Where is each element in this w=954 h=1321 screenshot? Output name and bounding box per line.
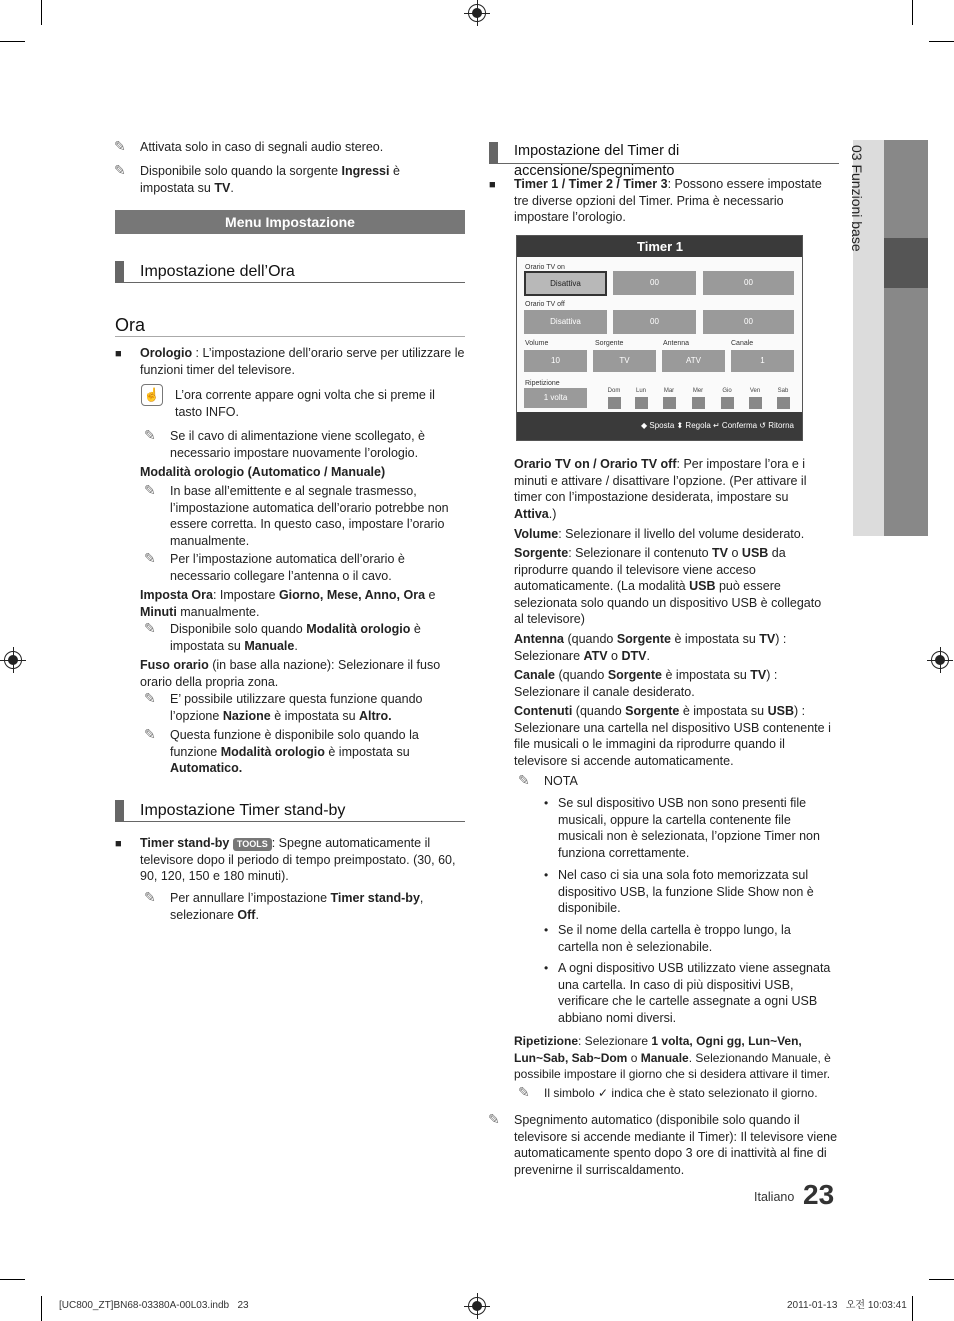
note: ✎ Se il cavo di alimentazione viene scollegato, è necessario impostare nuovamente l’orologio. xyxy=(144,427,426,460)
registration-mark-icon xyxy=(468,4,486,22)
timer-on-minute[interactable]: 00 xyxy=(703,271,794,295)
day-label: Ven xyxy=(749,388,761,394)
note: ✎ NOTA xyxy=(518,772,578,788)
day-label: Mar xyxy=(663,388,675,394)
registration-mark-icon xyxy=(931,651,949,669)
menu-banner: Menu Impostazione xyxy=(115,210,465,234)
paragraph: Imposta Ora: Impostare Giorno, Mese, Anno, Ora e Minuti manualmente. xyxy=(140,588,436,619)
note-icon: ✎ xyxy=(144,726,156,742)
chapter-tab-block xyxy=(884,238,928,288)
crop-mark xyxy=(912,0,913,25)
dialog-footer-hints: ◆ Sposta ⬍ Regola ↵ Conferma ↺ Ritorna xyxy=(517,412,802,440)
paragraph: Timer stand-by TOOLS : Spegne automaticamente il televisore dopo il periodo di tempo preimpostato. (30, 60, 90, 120, 150 e 180 minuti). xyxy=(140,836,456,883)
note: ✎ Attivata solo in caso di segnali audio stereo. xyxy=(114,138,384,154)
day-label: Mer xyxy=(692,388,704,394)
crop-mark xyxy=(929,1279,954,1280)
list-item: • Se il nome della cartella è troppo lungo, la cartella non è selezionabile. xyxy=(544,923,791,954)
field-label: Orario TV off xyxy=(525,301,565,308)
square-bullet-icon: ■ xyxy=(115,838,122,850)
note-icon: ✎ xyxy=(144,550,156,566)
paragraph: Sorgente: Selezionare il contenuto TV o USB da riprodurre quando il televisore viene acceso automaticamente. (La modalità USB può essere selezionata solo quando un dispositivo USB è collegato al televisore) xyxy=(514,546,822,626)
day-checkbox[interactable] xyxy=(608,397,621,409)
tools-button-icon: TOOLS xyxy=(233,838,272,851)
note: ✎ E’ possibile utilizzare questa funzione quando l’opzione Nazione è impostata su Altro. xyxy=(144,690,423,723)
note: ✎ Per annullare l’impostazione Timer stand-by, selezionare Off. xyxy=(144,889,424,922)
source-field[interactable]: TV xyxy=(593,350,656,372)
square-bullet-icon: ■ xyxy=(115,348,122,360)
field-label: Orario TV on xyxy=(525,264,565,271)
registration-mark-icon xyxy=(468,1297,486,1315)
language-label: Italiano xyxy=(754,1190,795,1204)
subheading: Modalità orologio (Automatico / Manuale) xyxy=(140,465,386,479)
file-info: [UC800_ZT]BN68-03380A-00L03.indb 23 xyxy=(59,1300,249,1311)
crop-mark xyxy=(41,1296,42,1321)
day-checkbox[interactable] xyxy=(635,397,648,409)
note: ✎ Spegnimento automatico (disponibile solo quando il televisore si accende mediante il Timer): Il televisore viene automaticamente spento dopo 3 ore di inattività al fine di prevenirne il surriscaldamento. xyxy=(488,1111,838,1177)
paragraph: Timer 1 / Timer 2 / Timer 3: Possono essere impostate tre diverse opzioni del Timer. Prima è necessario impostare l’orologio. xyxy=(514,177,822,224)
note-icon: ✎ xyxy=(144,889,156,905)
note: ✎ Il simbolo ✓ indica che è stato selezionato il giorno. xyxy=(518,1084,818,1100)
dialog-title: Timer 1 xyxy=(517,236,802,257)
chapter-tab-block xyxy=(884,288,928,536)
chapter-tab-block xyxy=(884,140,928,238)
list-item: • Nel caso ci sia una sola foto memorizzata sul dispositivo USB, la funzione Slide Show non è disponibile. xyxy=(544,868,814,915)
paragraph: Volume: Selezionare il livello del volume desiderato. xyxy=(514,527,805,541)
repeat-field[interactable]: 1 volta xyxy=(524,388,587,408)
check-icon: ✓ xyxy=(598,1086,609,1100)
paragraph: Canale (quando Sorgente è impostata su TV) : Selezionare il canale desiderato. xyxy=(514,668,778,699)
note-icon: ✎ xyxy=(488,1111,500,1127)
section-heading: Impostazione Timer stand-by xyxy=(115,798,465,822)
day-checkbox[interactable] xyxy=(749,397,762,409)
day-checkbox[interactable] xyxy=(663,397,676,409)
field-label: Ripetizione xyxy=(525,380,560,387)
chapter-tab-label: 03 Funzioni base xyxy=(849,145,865,252)
note-icon: ✎ xyxy=(144,427,156,443)
field-label: Antenna xyxy=(663,340,690,347)
day-checkbox[interactable] xyxy=(721,397,734,409)
note-icon: ✎ xyxy=(114,138,126,154)
print-timestamp: 2011-01-13 오전 10:03:41 xyxy=(787,1300,907,1311)
note: ✎ Disponibile solo quando la sorgente Ingressi è impostata su TV. xyxy=(114,162,400,195)
paragraph: Antenna (quando Sorgente è impostata su TV) : Selezionare ATV o DTV. xyxy=(514,632,787,663)
note: ✎ Questa funzione è disponibile solo quando la funzione Modalità orologio è impostata su Automatico. xyxy=(144,726,419,775)
paragraph: Orologio : L’impostazione dell’orario serve per utilizzare le funzioni timer del televisore. xyxy=(140,346,465,377)
field-label: Canale xyxy=(731,340,754,347)
crop-mark xyxy=(0,1279,25,1280)
channel-field[interactable]: 1 xyxy=(731,350,794,372)
crop-mark xyxy=(929,41,954,42)
subheading-ora: Ora xyxy=(115,313,465,337)
crop-mark xyxy=(912,1296,913,1321)
note-icon: ✎ xyxy=(114,162,126,178)
square-bullet-icon: ■ xyxy=(489,179,496,191)
paragraph: Ripetizione: Selezionare 1 volta, Ogni gg, Lun~Ven, Lun~Sab, Sab~Dom o Manuale. Selezionando Manuale, è possibile impostare il giorno che si desidera attivare il timer. xyxy=(514,1034,831,1081)
note-icon: ✎ xyxy=(144,690,156,706)
list-item: • A ogni dispositivo USB utilizzato viene assegnata una cartella. In caso di più dispositivi USB, verificare che le cartelle assegnate a ogni USB abbiano nomi diversi. xyxy=(544,961,831,1025)
paragraph: Fuso orario (in base alla nazione): Selezionare il fuso orario della propria zona. xyxy=(140,658,441,689)
timer-off-hour[interactable]: 00 xyxy=(613,310,696,334)
timer-on-select[interactable]: Disattiva xyxy=(524,271,607,296)
crop-mark xyxy=(0,41,25,42)
note: ✎ Disponibile solo quando Modalità orologio è impostata su Manuale. xyxy=(144,620,421,653)
day-checkbox[interactable] xyxy=(692,397,705,409)
antenna-field[interactable]: ATV xyxy=(662,350,725,372)
hand-icon: ☝ xyxy=(141,384,163,406)
field-label: Sorgente xyxy=(595,340,624,347)
paragraph: Contenuti (quando Sorgente è impostata su USB) : Selezionare una cartella nel dispositivo USB contenente i file musicali o le immagini da riprodurre quando il televisore si accende automaticamente. xyxy=(514,704,831,768)
timer-on-hour[interactable]: 00 xyxy=(613,271,696,295)
section-heading: Impostazione del Timer di accensione/spegnimento xyxy=(489,140,839,164)
note-icon: ✎ xyxy=(518,772,530,788)
note: ✎ Per l’impostazione automatica dell’orario è necessario collegare l’antenna o il cavo. xyxy=(144,550,405,583)
day-label: Dom xyxy=(607,388,621,394)
day-label: Lun xyxy=(635,388,646,394)
day-label: Gio xyxy=(722,388,732,394)
note-icon: ✎ xyxy=(144,620,156,636)
note: ✎ In base all’emittente e al segnale trasmesso, l’impostazione automatica dell’orario potrebbe non essere corretta. In questo caso, impostare l’orario manualmente. xyxy=(144,482,449,548)
note-icon: ✎ xyxy=(144,482,156,498)
page-number: 23 xyxy=(803,1179,835,1210)
field-label: Volume xyxy=(525,340,549,347)
note: L’ora corrente appare ogni volta che si preme il tasto INFO. xyxy=(175,388,435,419)
day-checkbox[interactable] xyxy=(777,397,790,409)
paragraph: Orario TV on / Orario TV off: Per impostare l’ora e i minuti e attivare / disattivare l’opzione. (Per attivare il timer con l’impostazione desiderata, impostare su Attiva.) xyxy=(514,457,807,521)
timer-off-select[interactable]: Disattiva xyxy=(524,310,607,334)
list-item: • Se sul dispositivo USB non sono presenti file musicali, oppure la cartella contenente file musicali non è selezionata, l’opzione Timer non funziona correttamente. xyxy=(544,796,820,860)
registration-mark-icon xyxy=(4,651,22,669)
day-label: Sab xyxy=(777,388,789,394)
note-icon: ✎ xyxy=(518,1084,530,1100)
timer-off-minute[interactable]: 00 xyxy=(703,310,794,334)
crop-mark xyxy=(41,0,42,25)
timer-dialog xyxy=(516,235,803,441)
section-heading: Impostazione dell’Ora xyxy=(115,259,465,283)
volume-field[interactable]: 10 xyxy=(524,350,587,372)
